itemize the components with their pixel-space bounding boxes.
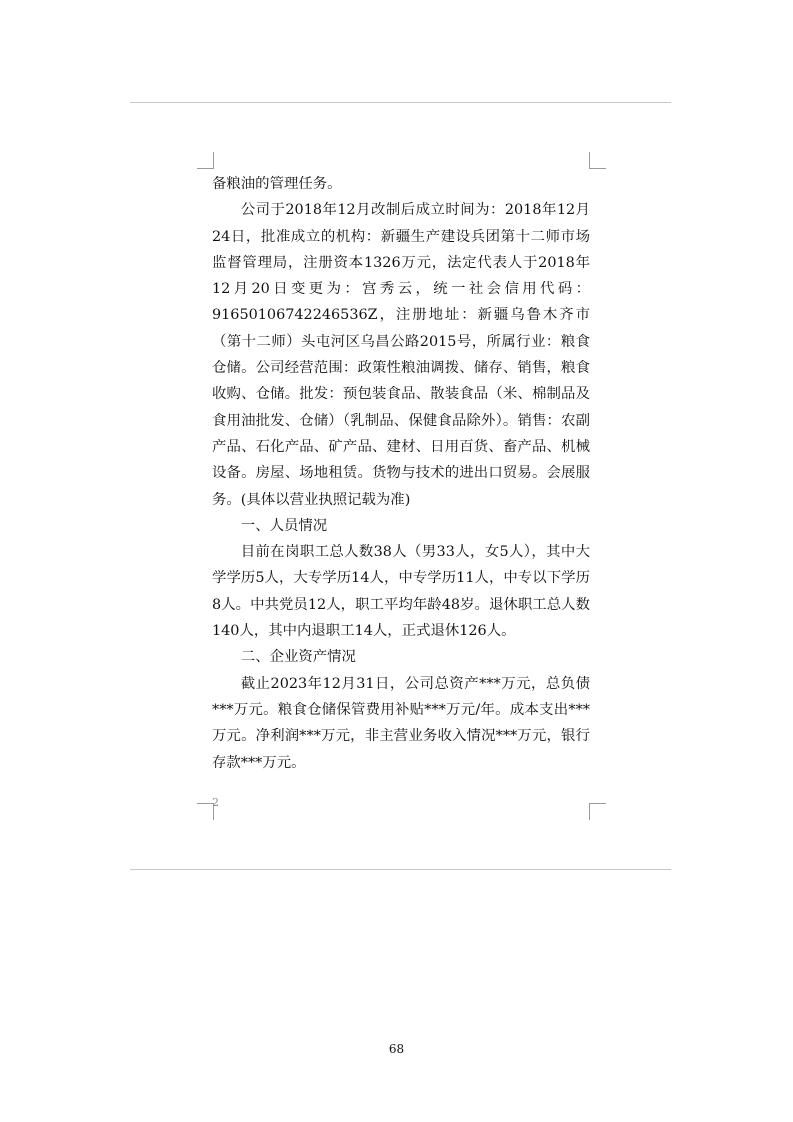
heading-assets: 二、企业资产情况 xyxy=(240,649,356,666)
bottom-divider xyxy=(130,869,671,870)
corner-mark-top-right xyxy=(589,152,606,169)
corner-mark-bottom-left xyxy=(197,803,214,820)
paragraph-company-info: 公司于2018年12月改制后成立时间为：2018年12月24日，批准成立的机构：新疆生产建设兵团第十二师市场监督管理局，注册资本1326万元，法定代表人于2018年12月20日变更为：宫秀云，统一社会信用代码：91650106742246536Z，注册地址：新疆乌鲁木齐市（第十二师）头屯河区乌昌公路2015号，所属行业：粮食仓储。公司经营范围：政策性粮油调拨、储存、销售，粮食收购、仓储。批发：预包装食品、散装食品（米、棉制品及食用油批发、仓储）（乳制品、保健食品除外）。销售：农副产品、石化产品、矿产品、建材、日用百货、畜产品、机械设备。房屋、场地租赁。货物与技术的进出口贸易。会展服务。(具体以营业执照记载为准) xyxy=(212,202,590,508)
document-body xyxy=(212,171,590,776)
corner-mark-bottom-right xyxy=(589,803,606,820)
top-divider xyxy=(130,102,671,103)
paragraph-assets: 截止2023年12月31日，公司总资产***万元，总负债***万元。粮食仓储保管费用补贴***万元/年。成本支出***万元。净利润***万元，非主营业务收入情况***万元，银行存款***万元。 xyxy=(212,675,590,771)
inner-page-number: 2 xyxy=(212,796,219,809)
paragraph-continuation: 备粮油的管理任务。 xyxy=(212,176,342,192)
corner-mark-top-left xyxy=(197,152,214,169)
page-number: 68 xyxy=(388,1042,405,1056)
paragraph-personnel: 目前在岗职工总人数38人（男33人，女5人），其中大学学历5人，大专学历14人，中专学历11人，中专以下学历8人。中共党员12人，职工平均年龄48岁。退休职工总人数140人，其中内退职工14人，正式退休126人。 xyxy=(212,544,590,640)
heading-personnel: 一、人员情况 xyxy=(240,517,328,534)
